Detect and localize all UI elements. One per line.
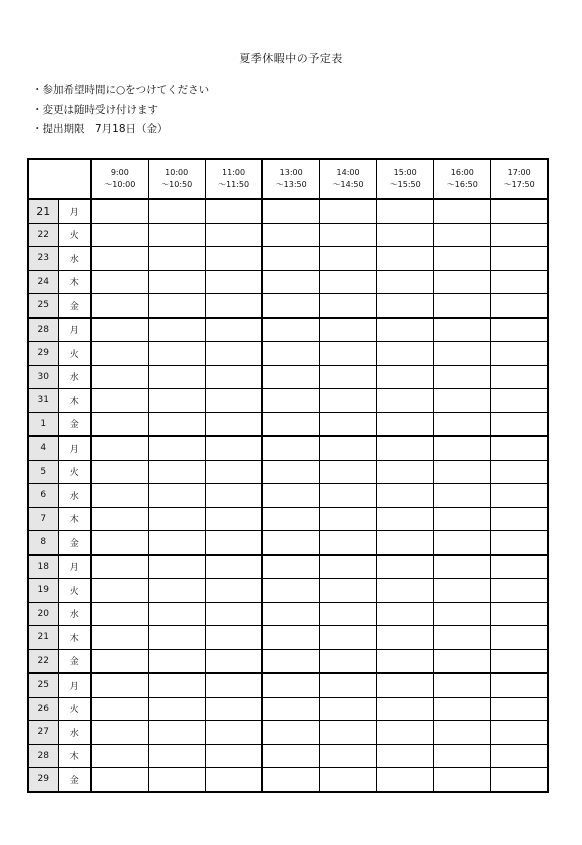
availability-cell[interactable] [434,270,491,294]
date-cell: 28 [28,744,58,768]
availability-cell[interactable] [205,507,262,531]
availability-cell[interactable] [377,673,434,697]
slot-header: 15:00 ～15:50 [377,159,434,199]
availability-cell[interactable] [91,342,148,366]
availability-cell[interactable] [91,626,148,650]
availability-cell[interactable] [91,460,148,484]
availability-cell[interactable] [320,412,377,436]
availability-cell[interactable] [205,744,262,768]
availability-cell[interactable] [491,389,548,413]
availability-cell[interactable] [148,673,205,697]
availability-cell[interactable] [320,318,377,342]
availability-cell[interactable] [205,436,262,460]
availability-cell[interactable] [262,555,319,579]
availability-cell[interactable] [377,768,434,792]
availability-cell[interactable] [91,199,148,223]
slot-header: 11:00 ～11:50 [205,159,262,199]
table-row [28,602,548,626]
availability-cell[interactable] [434,697,491,721]
availability-cell[interactable] [377,555,434,579]
availability-cell[interactable] [491,199,548,223]
slot-header: 16:00 ～16:50 [434,159,491,199]
date-cell: 7 [28,507,58,531]
table-row [28,673,548,697]
availability-cell[interactable] [148,199,205,223]
availability-cell[interactable] [377,294,434,318]
availability-cell[interactable] [91,365,148,389]
availability-cell[interactable] [205,697,262,721]
availability-cell[interactable] [320,602,377,626]
table-row [28,436,548,460]
date-cell: 26 [28,697,58,721]
availability-cell[interactable] [320,389,377,413]
availability-cell[interactable] [320,673,377,697]
weekday-cell: 火 [58,697,91,721]
availability-cell[interactable] [434,531,491,555]
table-row [28,318,548,342]
availability-cell[interactable] [434,247,491,271]
availability-cell[interactable] [205,555,262,579]
availability-cell[interactable] [491,342,548,366]
availability-cell[interactable] [148,531,205,555]
availability-cell[interactable] [434,460,491,484]
availability-cell[interactable] [91,555,148,579]
weekday-cell: 水 [58,602,91,626]
availability-cell[interactable] [205,649,262,673]
weekday-cell: 月 [58,555,91,579]
availability-cell[interactable] [205,673,262,697]
weekday-cell: 火 [58,342,91,366]
availability-cell[interactable] [205,721,262,745]
availability-cell[interactable] [262,412,319,436]
availability-cell[interactable] [148,602,205,626]
availability-cell[interactable] [491,721,548,745]
table-row [28,579,548,603]
availability-cell[interactable] [377,744,434,768]
availability-cell[interactable] [205,199,262,223]
availability-cell[interactable] [91,673,148,697]
availability-cell[interactable] [262,626,319,650]
availability-cell[interactable] [262,223,319,247]
availability-cell[interactable] [491,579,548,603]
date-cell: 1 [28,412,58,436]
schedule-table [27,158,549,793]
availability-cell[interactable] [205,223,262,247]
availability-cell[interactable] [434,318,491,342]
date-cell: 29 [28,342,58,366]
availability-cell[interactable] [262,342,319,366]
table-row [28,342,548,366]
availability-cell[interactable] [320,507,377,531]
availability-cell[interactable] [491,673,548,697]
availability-cell[interactable] [91,531,148,555]
availability-cell[interactable] [320,270,377,294]
availability-cell[interactable] [434,649,491,673]
availability-cell[interactable] [434,673,491,697]
date-cell: 8 [28,531,58,555]
availability-cell[interactable] [148,412,205,436]
slot-header: 9:00 ～10:00 [91,159,148,199]
availability-cell[interactable] [91,270,148,294]
availability-cell[interactable] [491,436,548,460]
availability-cell[interactable] [91,247,148,271]
availability-cell[interactable] [377,697,434,721]
availability-cell[interactable] [434,412,491,436]
availability-cell[interactable] [91,744,148,768]
weekday-cell: 火 [58,460,91,484]
availability-cell[interactable] [262,697,319,721]
availability-cell[interactable] [148,697,205,721]
availability-cell[interactable] [262,721,319,745]
availability-cell[interactable] [377,365,434,389]
availability-cell[interactable] [205,531,262,555]
table-row [28,223,548,247]
availability-cell[interactable] [148,318,205,342]
availability-cell[interactable] [377,626,434,650]
table-row [28,531,548,555]
availability-cell[interactable] [320,199,377,223]
availability-cell[interactable] [91,412,148,436]
availability-cell[interactable] [148,744,205,768]
slot-header: 10:00 ～10:50 [148,159,205,199]
weekday-cell: 金 [58,531,91,555]
availability-cell[interactable] [91,649,148,673]
availability-cell[interactable] [148,460,205,484]
table-row [28,697,548,721]
availability-cell[interactable] [434,365,491,389]
availability-cell[interactable] [434,507,491,531]
availability-cell[interactable] [377,649,434,673]
availability-cell[interactable] [148,365,205,389]
date-cell: 31 [28,389,58,413]
availability-cell[interactable] [148,247,205,271]
availability-cell[interactable] [320,697,377,721]
table-row [28,721,548,745]
schedule-body [28,199,548,792]
availability-cell[interactable] [377,602,434,626]
weekday-cell: 木 [58,389,91,413]
availability-cell[interactable] [491,507,548,531]
weekday-cell: 月 [58,318,91,342]
availability-cell[interactable] [434,484,491,508]
availability-cell[interactable] [377,342,434,366]
availability-cell[interactable] [148,768,205,792]
date-cell: 25 [28,673,58,697]
availability-cell[interactable] [320,460,377,484]
availability-cell[interactable] [491,602,548,626]
date-cell: 30 [28,365,58,389]
availability-cell[interactable] [491,697,548,721]
availability-cell[interactable] [262,436,319,460]
table-row [28,389,548,413]
note-attend: ・参加希望時間に○をつけてください [32,84,210,96]
availability-cell[interactable] [320,365,377,389]
weekday-cell: 火 [58,223,91,247]
availability-cell[interactable] [91,579,148,603]
availability-cell[interactable] [491,484,548,508]
availability-cell[interactable] [91,507,148,531]
availability-cell[interactable] [491,531,548,555]
availability-cell[interactable] [377,389,434,413]
weekday-cell: 木 [58,270,91,294]
weekday-cell: 水 [58,365,91,389]
availability-cell[interactable] [320,342,377,366]
availability-cell[interactable] [148,389,205,413]
table-row [28,744,548,768]
availability-cell[interactable] [262,270,319,294]
weekday-cell: 木 [58,507,91,531]
availability-cell[interactable] [262,294,319,318]
availability-cell[interactable] [91,223,148,247]
availability-cell[interactable] [262,649,319,673]
availability-cell[interactable] [205,484,262,508]
availability-cell[interactable] [434,744,491,768]
availability-cell[interactable] [148,555,205,579]
table-row [28,484,548,508]
availability-cell[interactable] [91,484,148,508]
availability-cell[interactable] [262,247,319,271]
table-row [28,649,548,673]
table-row [28,555,548,579]
availability-cell[interactable] [491,270,548,294]
availability-cell[interactable] [491,318,548,342]
availability-cell[interactable] [491,412,548,436]
availability-cell[interactable] [434,555,491,579]
availability-cell[interactable] [205,412,262,436]
availability-cell[interactable] [148,342,205,366]
slot-header: 17:00 ～17:50 [491,159,548,199]
date-cell: 18 [28,555,58,579]
table-row [28,768,548,792]
availability-cell[interactable] [262,365,319,389]
availability-cell[interactable] [377,484,434,508]
availability-cell[interactable] [491,223,548,247]
availability-cell[interactable] [205,602,262,626]
availability-cell[interactable] [377,507,434,531]
availability-cell[interactable] [91,721,148,745]
date-cell: 25 [28,294,58,318]
weekday-cell: 金 [58,768,91,792]
availability-cell[interactable] [320,744,377,768]
table-row [28,294,548,318]
availability-cell[interactable] [320,223,377,247]
availability-cell[interactable] [377,412,434,436]
availability-cell[interactable] [377,721,434,745]
table-row [28,270,548,294]
date-cell: 5 [28,460,58,484]
date-cell: 28 [28,318,58,342]
availability-cell[interactable] [377,270,434,294]
notes [32,81,209,140]
availability-cell[interactable] [262,484,319,508]
table-row [28,412,548,436]
availability-cell[interactable] [434,579,491,603]
availability-cell[interactable] [205,579,262,603]
availability-cell[interactable] [491,555,548,579]
availability-cell[interactable] [491,649,548,673]
page-title: 夏季休暇中の予定表 [239,52,343,65]
availability-cell[interactable] [377,199,434,223]
availability-cell[interactable] [262,318,319,342]
availability-cell[interactable] [491,294,548,318]
availability-cell[interactable] [262,602,319,626]
availability-cell[interactable] [491,247,548,271]
table-row [28,247,548,271]
availability-cell[interactable] [91,389,148,413]
weekday-cell: 金 [58,649,91,673]
date-cell: 19 [28,579,58,603]
weekday-cell: 金 [58,294,91,318]
availability-cell[interactable] [434,223,491,247]
availability-cell[interactable] [377,531,434,555]
availability-cell[interactable] [262,579,319,603]
availability-cell[interactable] [262,389,319,413]
availability-cell[interactable] [491,460,548,484]
weekday-cell: 水 [58,247,91,271]
date-cell: 4 [28,436,58,460]
availability-cell[interactable] [205,294,262,318]
availability-cell[interactable] [205,389,262,413]
date-cell: 22 [28,649,58,673]
slot-header: 13:00 ～13:50 [262,159,319,199]
availability-cell[interactable] [491,744,548,768]
availability-cell[interactable] [91,318,148,342]
availability-cell[interactable] [91,602,148,626]
availability-cell[interactable] [262,768,319,792]
date-cell: 22 [28,223,58,247]
availability-cell[interactable] [148,507,205,531]
availability-cell[interactable] [148,649,205,673]
availability-cell[interactable] [320,555,377,579]
availability-cell[interactable] [91,436,148,460]
availability-cell[interactable] [434,342,491,366]
availability-cell[interactable] [262,673,319,697]
header-row [28,159,548,199]
availability-cell[interactable] [148,294,205,318]
availability-cell[interactable] [377,460,434,484]
weekday-cell: 水 [58,484,91,508]
availability-cell[interactable] [148,484,205,508]
availability-cell[interactable] [91,768,148,792]
availability-cell[interactable] [205,768,262,792]
weekday-cell: 木 [58,744,91,768]
date-cell: 6 [28,484,58,508]
note-deadline: ・提出期限 7月18日（金） [32,123,168,135]
availability-cell[interactable] [148,626,205,650]
availability-cell[interactable] [320,579,377,603]
date-cell: 23 [28,247,58,271]
availability-cell[interactable] [377,223,434,247]
weekday-cell: 水 [58,721,91,745]
weekday-cell: 月 [58,436,91,460]
availability-cell[interactable] [205,342,262,366]
availability-cell[interactable] [262,199,319,223]
table-row [28,365,548,389]
table-row [28,507,548,531]
availability-cell[interactable] [434,602,491,626]
availability-cell[interactable] [148,223,205,247]
availability-cell[interactable] [377,318,434,342]
availability-cell[interactable] [320,294,377,318]
availability-cell[interactable] [434,626,491,650]
availability-cell[interactable] [262,507,319,531]
availability-cell[interactable] [320,436,377,460]
availability-cell[interactable] [434,768,491,792]
date-cell: 27 [28,721,58,745]
availability-cell[interactable] [148,270,205,294]
table-row [28,460,548,484]
date-cell: 24 [28,270,58,294]
availability-cell[interactable] [491,768,548,792]
availability-cell[interactable] [262,744,319,768]
availability-cell[interactable] [148,579,205,603]
availability-cell[interactable] [205,626,262,650]
table-row [28,626,548,650]
header-corner [28,159,91,199]
availability-cell[interactable] [491,365,548,389]
availability-cell[interactable] [91,294,148,318]
availability-cell[interactable] [491,626,548,650]
availability-cell[interactable] [320,626,377,650]
availability-cell[interactable] [262,460,319,484]
availability-cell[interactable] [377,247,434,271]
availability-cell[interactable] [434,389,491,413]
availability-cell[interactable] [377,579,434,603]
availability-cell[interactable] [320,484,377,508]
availability-cell[interactable] [205,365,262,389]
availability-cell[interactable] [205,318,262,342]
availability-cell[interactable] [434,436,491,460]
weekday-cell: 月 [58,673,91,697]
weekday-cell: 金 [58,412,91,436]
availability-cell[interactable] [320,768,377,792]
availability-cell[interactable] [320,721,377,745]
date-cell: 21 [28,626,58,650]
availability-cell[interactable] [205,460,262,484]
availability-cell[interactable] [377,436,434,460]
availability-cell[interactable] [91,697,148,721]
table-row [28,199,548,223]
weekday-cell: 木 [58,626,91,650]
date-cell: 20 [28,602,58,626]
availability-cell[interactable] [434,721,491,745]
weekday-cell: 月 [58,199,91,223]
note-changes: ・変更は随時受け付けます [32,103,158,116]
availability-cell[interactable] [434,294,491,318]
date-cell: 21 [28,199,58,223]
slot-header: 14:00 ～14:50 [320,159,377,199]
availability-cell[interactable] [205,247,262,271]
availability-cell[interactable] [320,247,377,271]
availability-cell[interactable] [434,199,491,223]
availability-cell[interactable] [320,531,377,555]
availability-cell[interactable] [262,531,319,555]
availability-cell[interactable] [205,270,262,294]
availability-cell[interactable] [148,721,205,745]
date-cell: 29 [28,768,58,792]
availability-cell[interactable] [320,649,377,673]
availability-cell[interactable] [148,436,205,460]
weekday-cell: 火 [58,579,91,603]
